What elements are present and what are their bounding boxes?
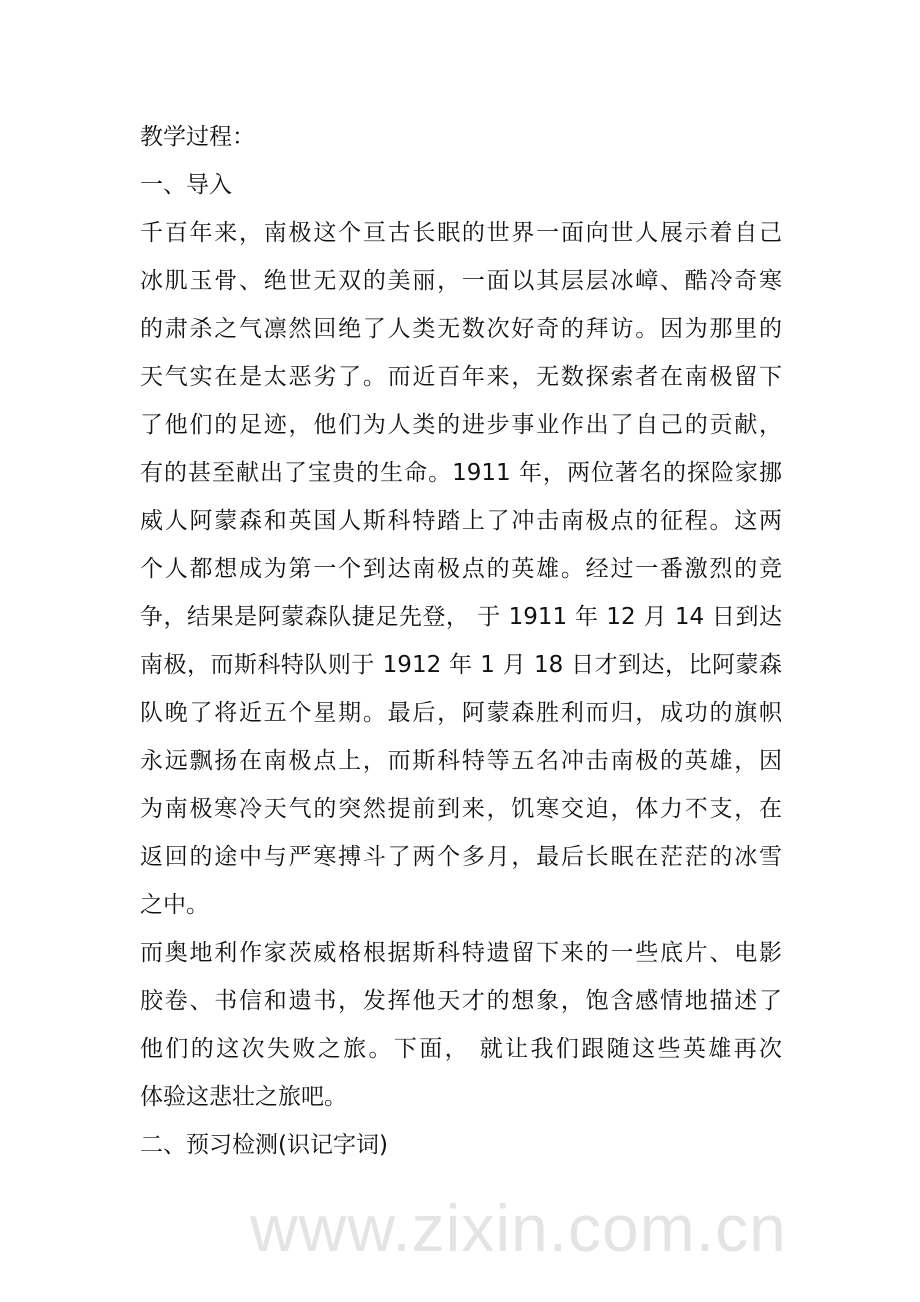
- text-line: 个人都想成为第一个到达南极点的英雄。经过一番激烈的竞: [140, 556, 782, 582]
- text-line: 体验这悲壮之旅吧。: [140, 1084, 347, 1110]
- text-line: 为南极寒冷天气的突然提前到来，饥寒交迫，体力不支，在: [140, 796, 782, 822]
- text-line: 之中。: [140, 892, 209, 918]
- text-line: 冰肌玉骨、绝世无双的美丽，一面以其层层冰嶂、酷冷奇寒: [140, 268, 782, 294]
- heading: 教学过程：: [140, 124, 255, 150]
- text-line: 而奥地利作家茨威格根据斯科特遗留下来的一些底片、电影: [140, 940, 782, 966]
- text-line: 他们的这次失败之旅。下面， 就让我们跟随这些英雄再次: [140, 1036, 782, 1062]
- watermark: www.zixin.com.cn: [250, 1191, 787, 1265]
- text-line: 南极，而斯科特队则于 1912 年 1 月 18 日才到达，比阿蒙森: [140, 652, 782, 678]
- text-line: 的肃杀之气凛然回绝了人类无数次好奇的拜访。因为那里的: [140, 316, 782, 342]
- text-line: 威人阿蒙森和英国人斯科特踏上了冲击南极点的征程。这两: [140, 508, 782, 534]
- text-line: 争，结果是阿蒙森队捷足先登， 于 1911 年 12 月 14 日到达: [140, 604, 782, 630]
- text-line: 了他们的足迹，他们为人类的进步事业作出了自己的贡献，: [140, 412, 782, 438]
- text-line: 永远飘扬在南极点上，而斯科特等五名冲击南极的英雄，因: [140, 748, 782, 774]
- text-line: 返回的途中与严寒搏斗了两个多月，最后长眠在茫茫的冰雪: [140, 844, 782, 870]
- text-line: 天气实在是太恶劣了。而近百年来，无数探索者在南极留下: [140, 364, 782, 390]
- text-line: 千百年来，南极这个亘古长眠的世界一面向世人展示着自己: [140, 220, 782, 246]
- section-title: 二、预习检测(识记字词): [140, 1132, 388, 1158]
- section-title: 一、导入: [140, 172, 232, 198]
- text-line: 有的甚至献出了宝贵的生命。1911 年，两位著名的探险家挪: [140, 460, 782, 486]
- text-line: 队晚了将近五个星期。最后，阿蒙森胜利而归，成功的旗帜: [140, 700, 782, 726]
- text-line: 胶卷、书信和遗书，发挥他天才的想象，饱含感情地描述了: [140, 988, 782, 1014]
